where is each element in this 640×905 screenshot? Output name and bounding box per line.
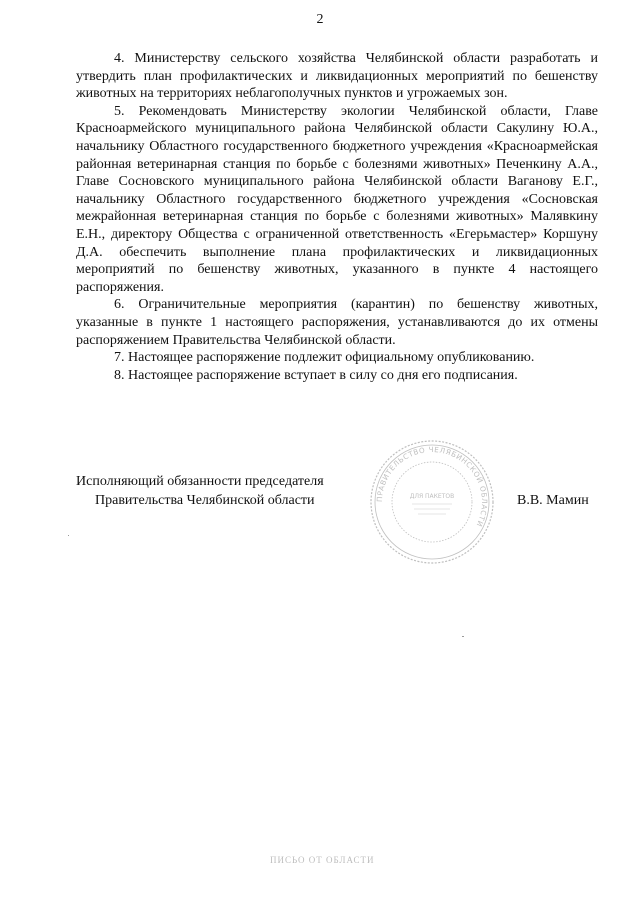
document-body [76,50,598,384]
page-number: 2 [316,12,324,27]
paragraph-7: 7. Настоящее распоряжение подлежит официальному опубликованию. [114,350,535,366]
signatory-title-line-1: Исполняющий обязанности председателя [76,474,324,489]
paragraph-8: 8. Настоящее распоряжение вступает в силу со дня его подписания. [114,367,518,383]
seal-ring-text: ПРАВИТЕЛЬСТВО ЧЕЛЯБИНСКОЙ ОБЛАСТИ [374,444,490,529]
scan-speck [462,636,464,637]
seal-center-text: ДЛЯ ПАКЕТОВ [409,493,455,500]
paragraph-4: 4. Министерству сельского хозяйства Челябинской области разработать и утвердить план профилактических и ликвидационных мероприятий по бешенству животных на территориях неблагополучных пунктов и угрожаемых зон. [76,51,598,102]
paragraph-6: 6. Ограничительные мероприятия (карантин) по бешенству животных, указанные в пункте 1 настоящего распоряжения, устанавливаются до их отмены распоряжением Правительства Челябинской области. [76,297,598,348]
signatory-name: В.В. Мамин [517,493,589,508]
signatory-title-line-2: Правительства Челябинской области [95,493,315,508]
signature-block [0,473,640,563]
scan-speck [68,535,69,536]
official-seal-icon [368,438,496,566]
faint-footer-text: ПИСЬО ОТ ОБЛАСТИ [270,855,375,865]
paragraph-5: 5. Рекомендовать Министерству экологии Челябинской области, Главе Красноармейского муниципального района Челябинской области Сакулину Ю.А., начальнику Областного государственного бюджетного учреждения «Красноармейская районная ветеринарная станция по борьбе с болезнями животных» Печенкину А.А., Главе Сосновского муниципального района Челябинской области Ваганову Е.Г., начальнику Областного государственного бюджетного учреждения «Сосновская межрайонная ветеринарная станция по борьбе с болезнями животных» Малявкину Е.Н., директору Общества с ограниченной ответственность «Егерьмастер» Коршуну Д.А. обеспечить выполнение плана профилактических и ликвидационных мероприятий по бешенству животных, указанного в пункте 4 настоящего распоряжения. [76,103,598,295]
svg-text:ПРАВИТЕЛЬСТВО ЧЕЛЯБИНСКОЙ ОБЛА [375,445,489,528]
